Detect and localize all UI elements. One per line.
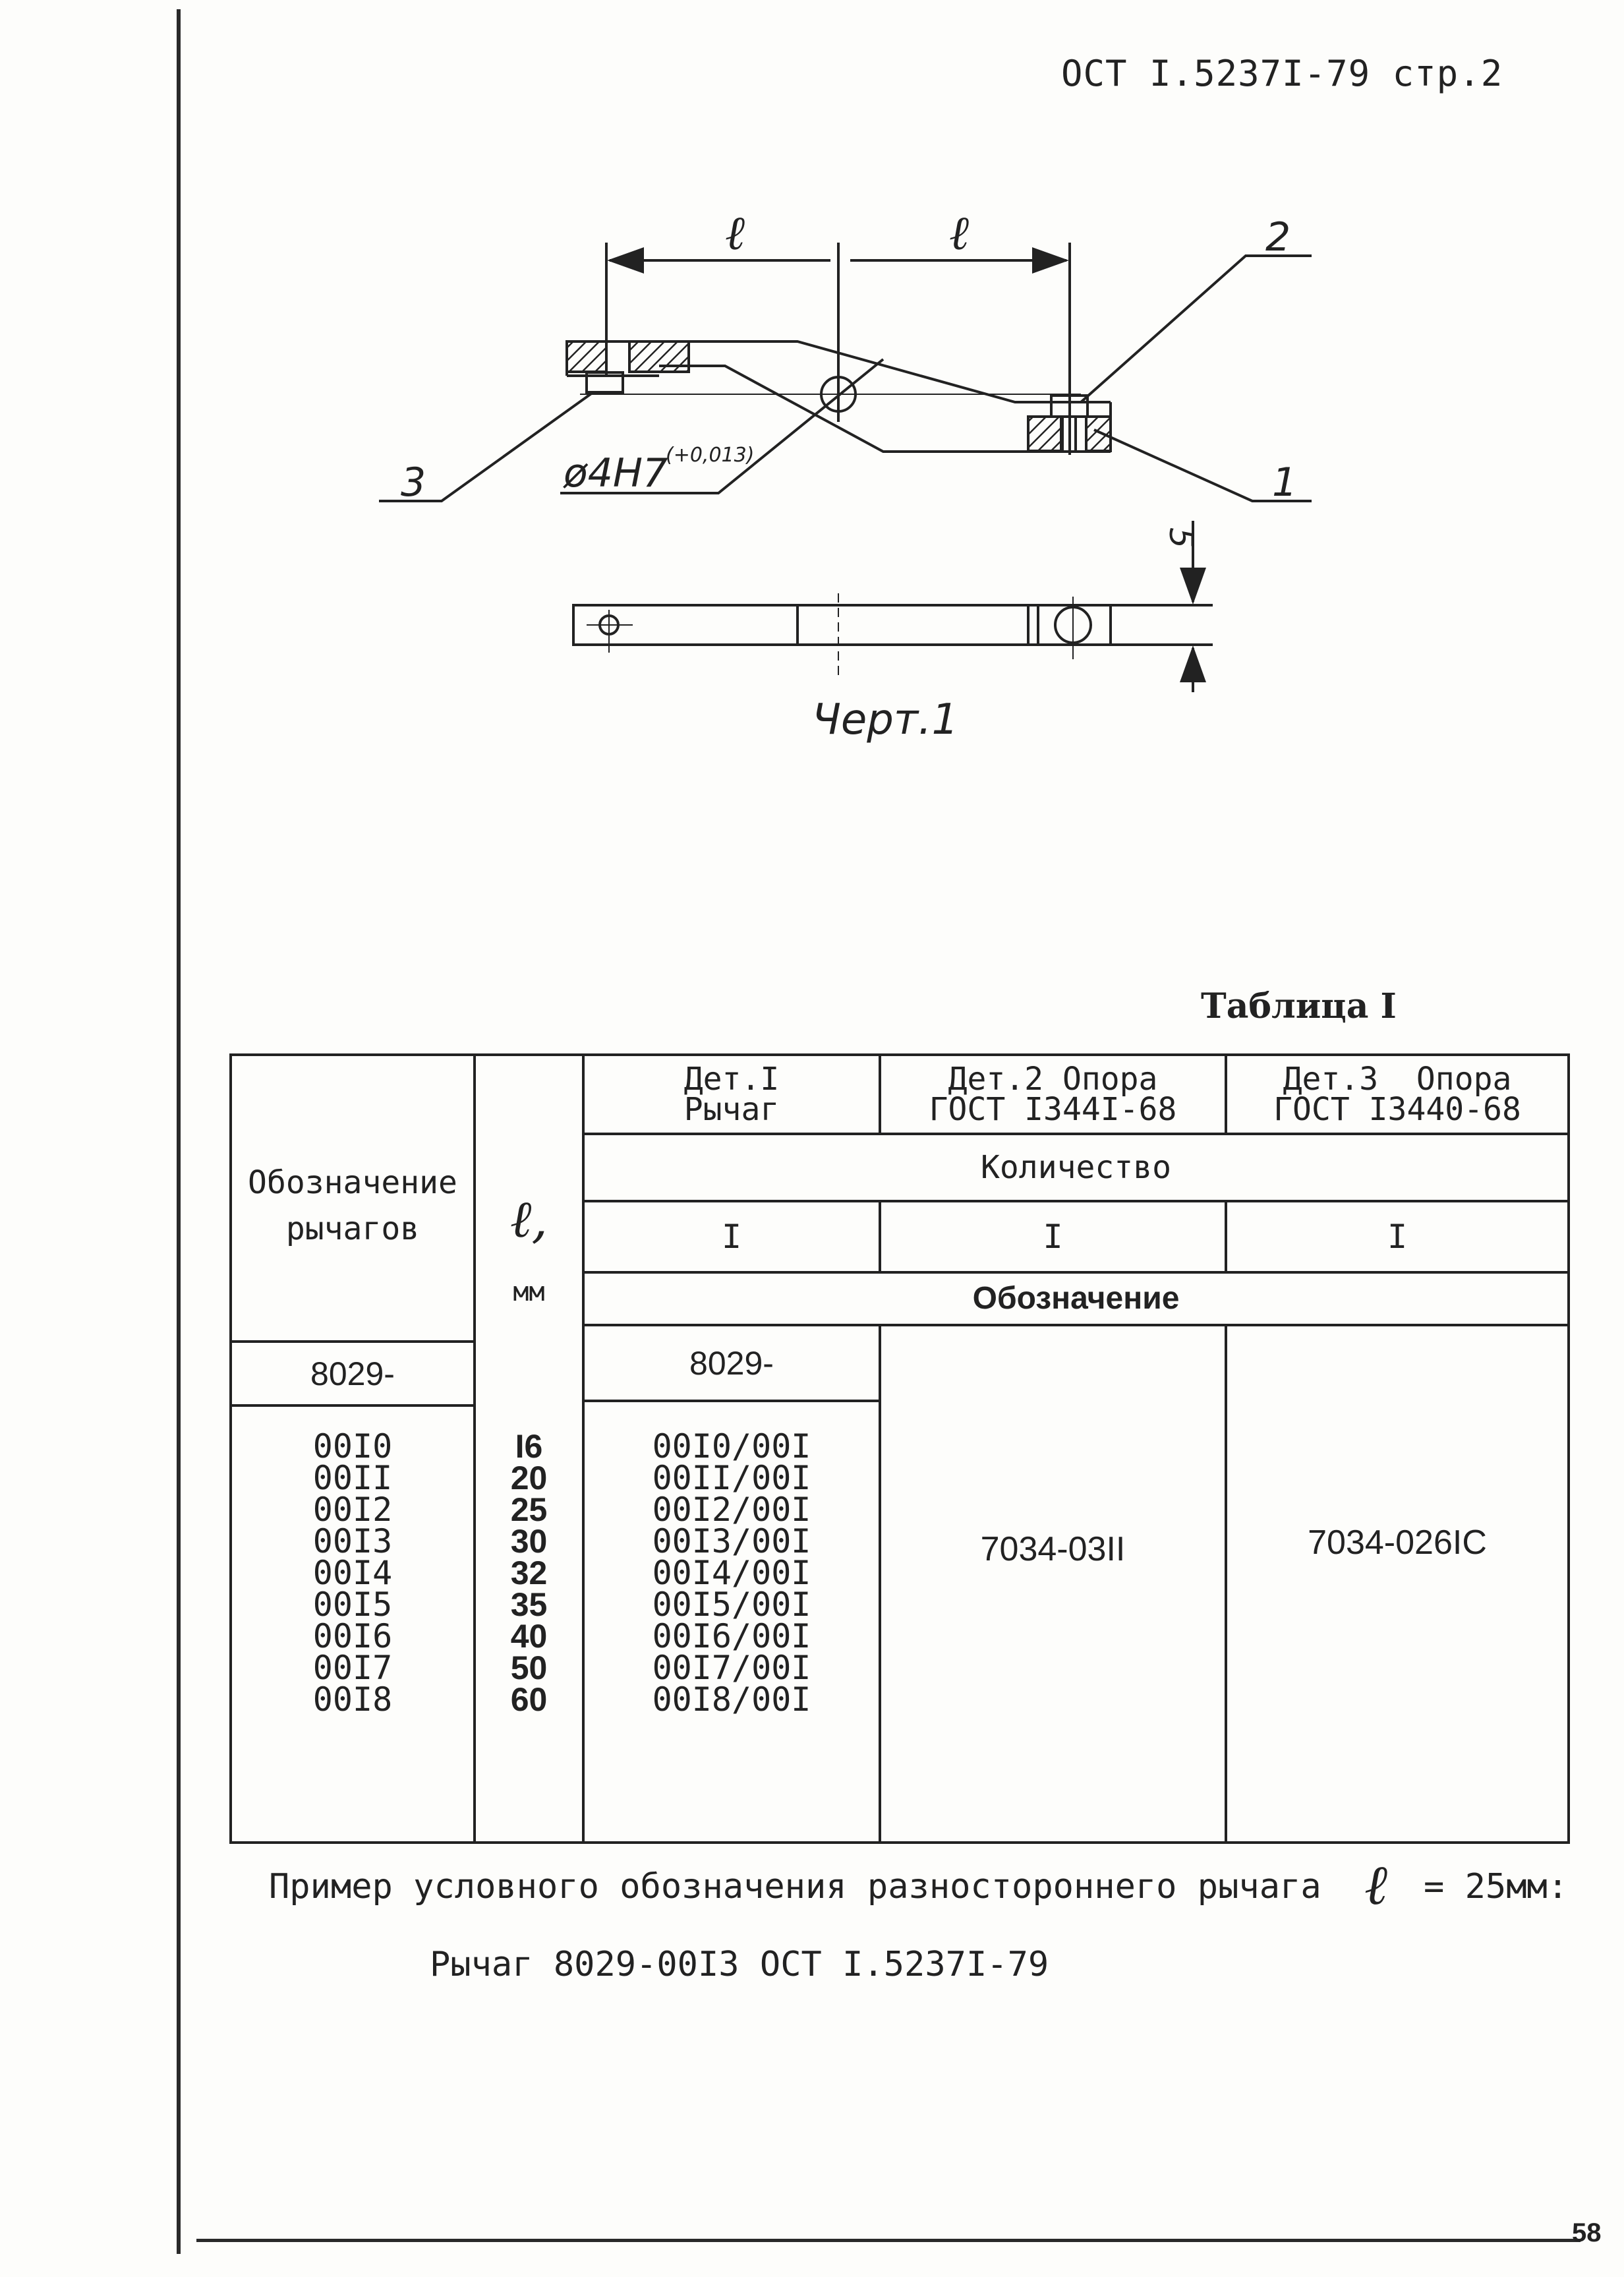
quantity-part3: I <box>1387 1218 1408 1256</box>
hole-tolerance: ø4H7 <box>564 450 668 496</box>
quantity-part1: I <box>721 1218 742 1256</box>
page-number: 58 <box>1572 2218 1602 2247</box>
document-number: ОСТ I.5237I-79 стр.2 <box>1061 53 1503 94</box>
drawing-caption: Черт.1 <box>812 695 959 744</box>
dimension-label-right: ℓ <box>949 205 969 260</box>
header-part3: Дет.3 Опора ГОСТ I3440-68 <box>1273 1060 1521 1128</box>
header-part1: Дет.I Рычаг <box>683 1060 780 1128</box>
part2-designation: 7034-03II <box>980 1530 1126 1568</box>
note-ell: ℓ <box>1364 1852 1387 1917</box>
lever-codes: 00I0 00II 00I2 00I3 00I4 00I5 00I6 00I7 00I8 <box>312 1427 393 1719</box>
lever-lengths: I6 20 25 30 32 35 40 50 60 <box>510 1428 548 1718</box>
header-part2: Дет.2 Опора ГОСТ I344I-68 <box>929 1060 1177 1128</box>
quantity-part2: I <box>1043 1218 1063 1256</box>
dimension-label-left: ℓ <box>725 205 745 260</box>
note-value: = 25мм: <box>1424 1867 1569 1907</box>
header-quantity: Количество <box>981 1149 1171 1186</box>
header-designation: Обозначение рычагов <box>248 1164 457 1247</box>
callout-2: 2 <box>1265 214 1291 260</box>
callout-3: 3 <box>401 459 426 506</box>
part3-designation: 7034-026IС <box>1308 1523 1487 1562</box>
thickness-label: 5 <box>1162 527 1200 548</box>
designation-example: Рычаг 8029-00I3 ОСТ I.5237I-79 <box>430 1945 1049 1984</box>
prefix-left: 8029- <box>310 1355 395 1392</box>
header-length: ℓ, <box>509 1190 548 1249</box>
header-designation-sub: Обозначение <box>972 1281 1180 1316</box>
table-caption: Таблица I <box>1201 986 1397 1026</box>
prefix-part1: 8029- <box>689 1344 774 1382</box>
note-text: Пример условного обозначения разностороннего рычага <box>269 1867 1321 1907</box>
hole-tolerance-sup: (+0,013) <box>666 444 755 467</box>
header-length-unit: мм <box>513 1277 545 1307</box>
callout-1: 1 <box>1272 459 1298 506</box>
part1-codes: 00I0/00I 00II/00I 00I2/00I 00I3/00I 00I4/00I 00I5/00I 00I6/00I 00I7/00I 00I8/00I <box>652 1427 811 1719</box>
